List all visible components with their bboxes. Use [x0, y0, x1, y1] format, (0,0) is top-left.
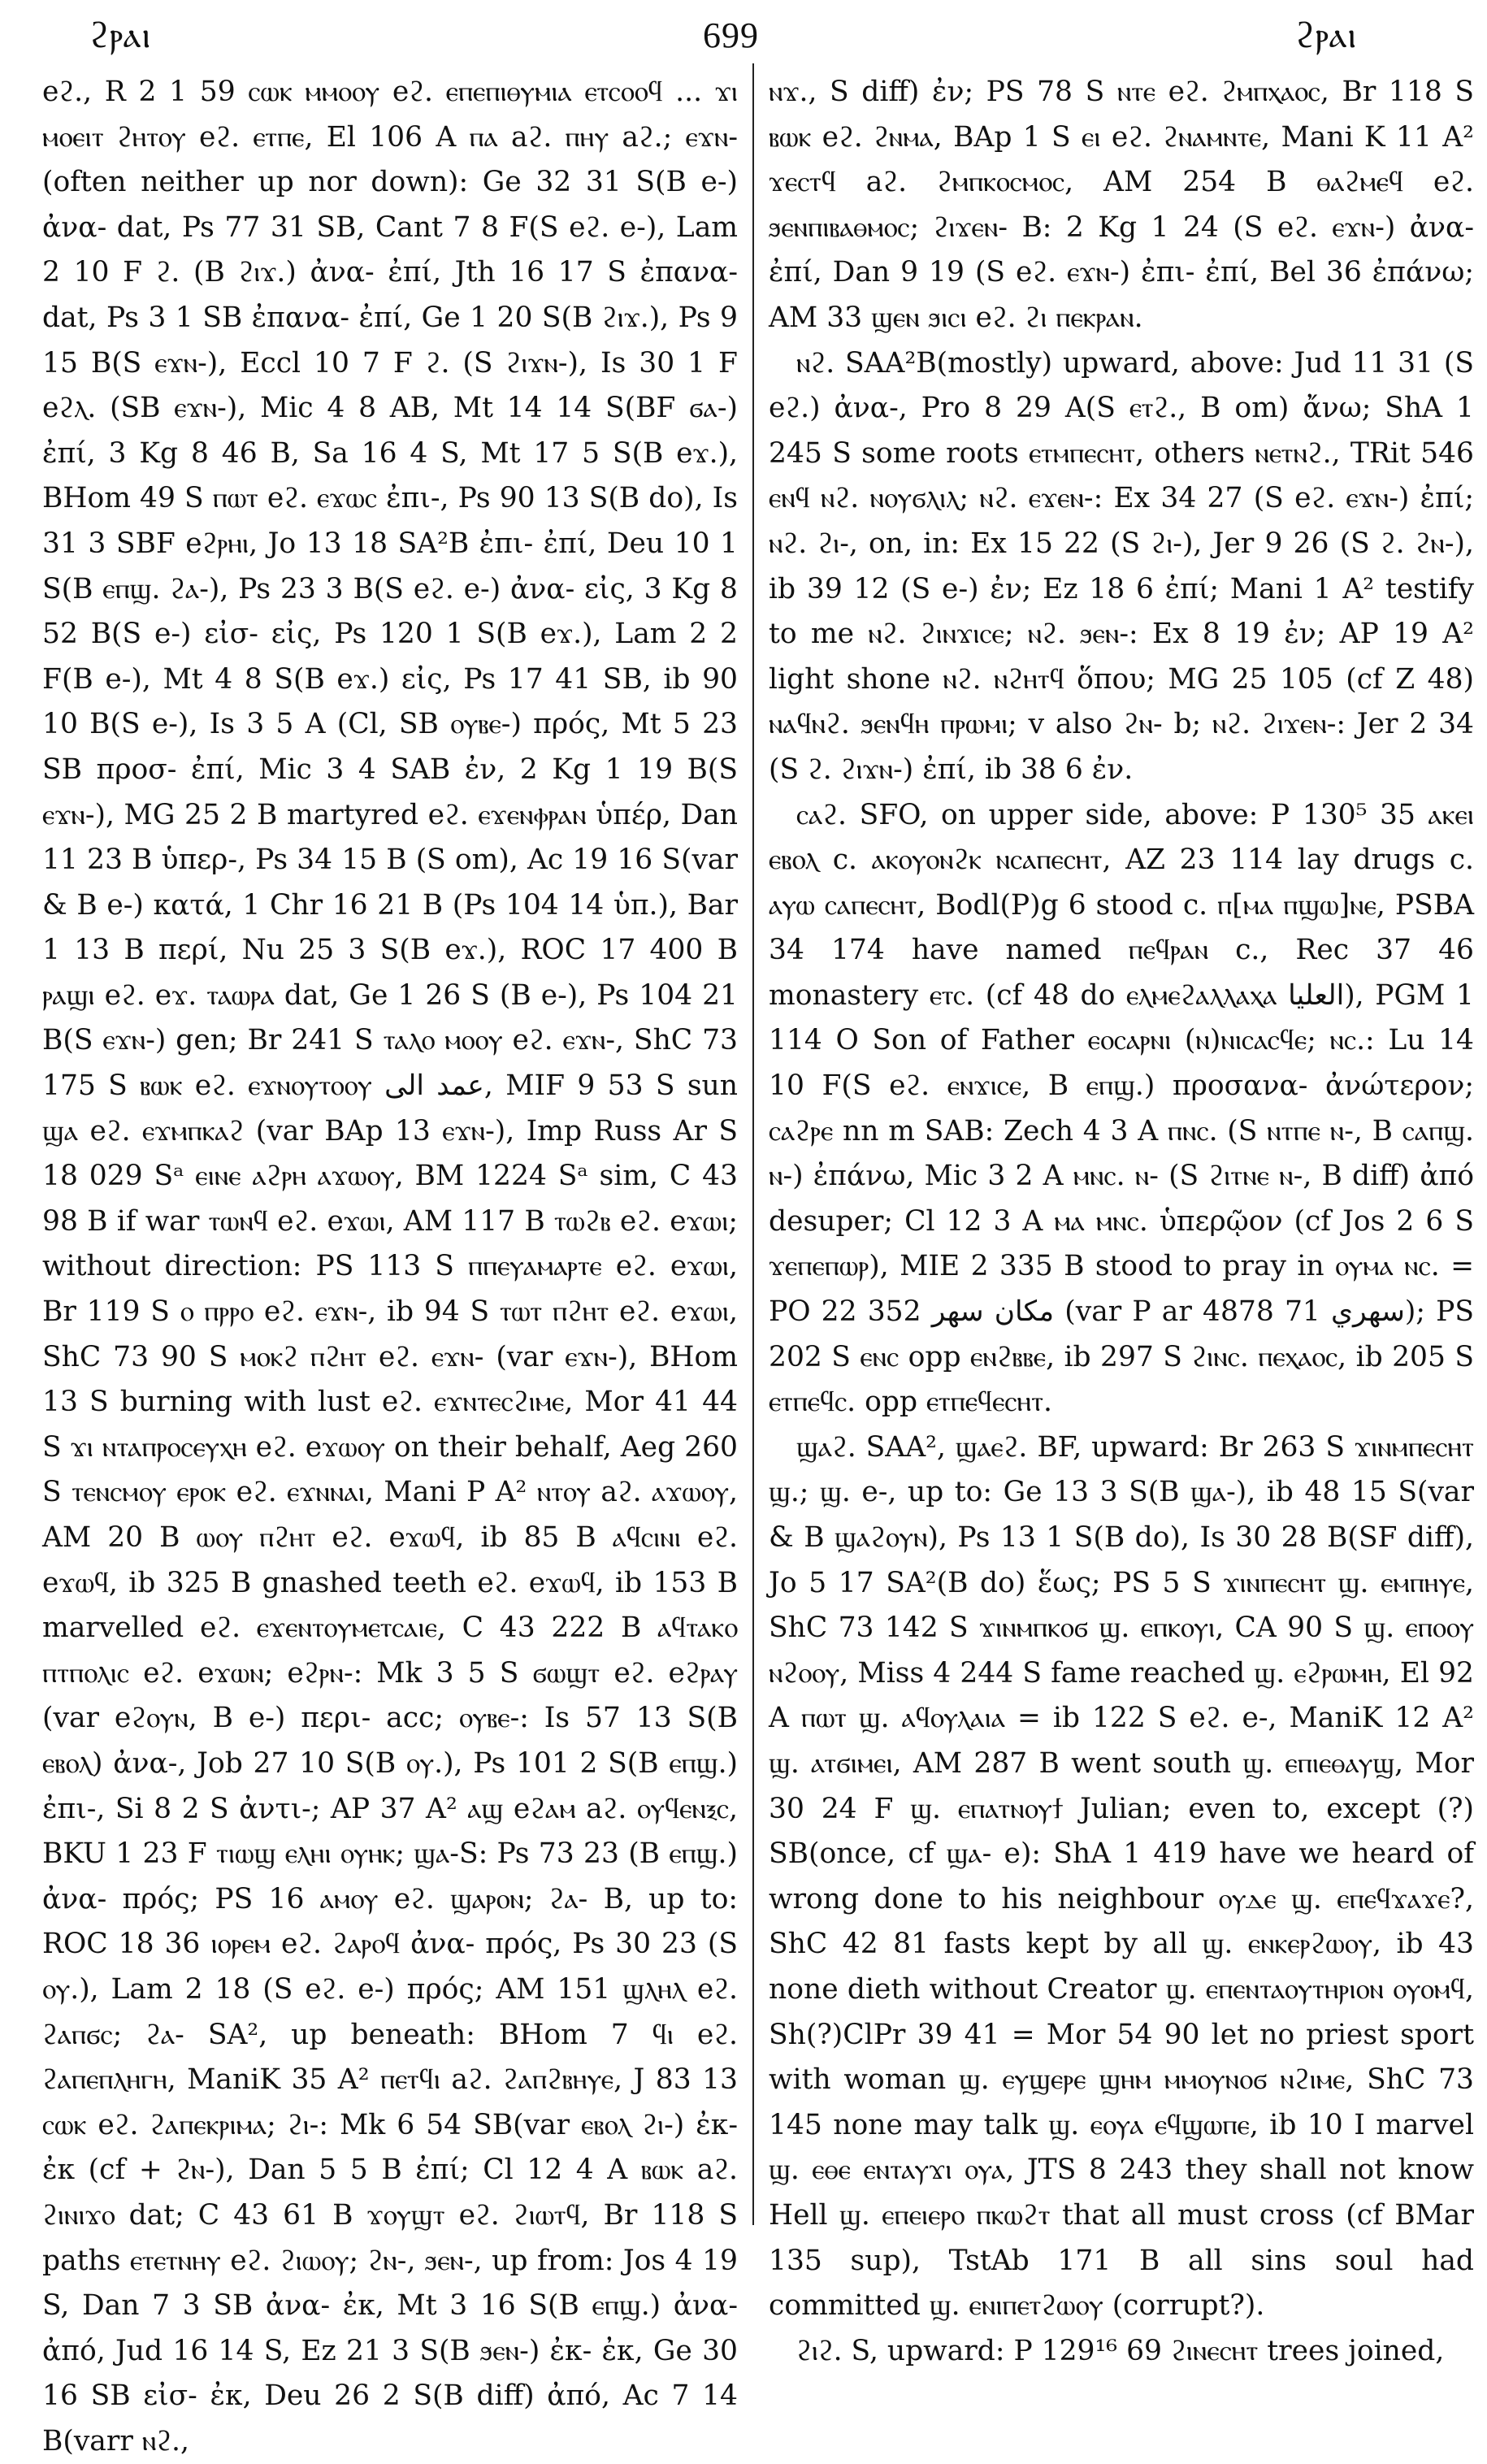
right-column [769, 70, 1474, 2374]
entry-paragraph: ϣⲁϩ. SAA², ϣⲁⲉϩ. BF, upward: Br 263 S ϫⲓⲛⲙⲡⲉⲥⲏⲧ ϣ.; ϣ. e-, up to: Ge 13 3 S(B ϣⲁ-), ib 48 15 S(var & B ϣⲁϩⲟⲩⲛ), Ps 13 1 S(B do), Is 30 28 B(SF diff), Jo 5 17 SA²(B do) ἕως; PS 5 S ϫⲓⲛⲡⲉⲥⲏⲧ ϣ. ⲉⲙⲡⲏⲩⲉ, ShC 73 142 S ϫⲓⲛⲙⲡⲕⲟϭ ϣ. ⲉⲡⲕⲟⲩⲓ, CA 90 S ϣ. ⲉⲡⲟⲟⲩ ⲛϩⲟⲟⲩ, Miss 4 244 S fame reached ϣ. ⲉϩⲣⲱⲙⲏ, El 92 A ⲡⲱⲧ ϣ. ⲁϥⲟⲩⲗⲁⲓⲁ = ib 122 S eϩ. e-, ManiK 12 A² ϣ. ⲁⲧϭⲓⲙⲉⲓ, AM 287 B went south ϣ. ⲉⲡⲓⲉⲑⲁⲩϣ, Mor 30 24 F ϣ. ⲉⲡⲁⲧⲛⲟⲩϯ Julian; even to, except (?) SB(once, cf ϣⲁ- e): ShA 1 419 have we heard of wrong done to his neighbour ⲟⲩⲇⲉ ϣ. ⲉⲡⲉϥϫⲁϫⲉ?, ShC 42 81 fasts kept by all ϣ. ⲉⲛⲕⲉⲣϩⲱⲟⲩ, ib 43 none dieth without Creator ϣ. ⲉⲡⲉⲛⲧⲁⲟⲩⲧⲏⲣⲓⲟⲛ ⲟⲩⲟⲙϥ, Sh(?)ClPr 39 41 = Mor 54 90 let no priest sport with woman ϣ. ⲉⲩϣⲉⲣⲉ ϣⲏⲙ ⲙⲙⲟⲩⲛⲟϭ ⲛϩⲓⲙⲉ, ShC 73 145 none may talk ϣ. ⲉⲟⲩⲁ ⲉϥϣⲱⲡⲉ, ib 10 I marvel ϣ. ⲉⲑⲉ ⲉⲛⲧⲁⲩϫⲓ ⲟⲩⲁ, JTS 8 243 they shall not know Hell ϣ. ⲉⲡⲉⲓⲉⲣⲟ ⲡⲕⲱϩⲧ that all must cross (cf BMar 135 sup), TstAb 171 B all sins soul had committed ϣ. ⲉⲛⲓⲡⲉⲧϩⲱⲟⲩ (corrupt?). [769, 1430, 1474, 2323]
page-number: 699 [703, 15, 759, 55]
column-divider [752, 63, 754, 2225]
running-header [0, 15, 1487, 72]
headword-right: ϩⲣⲁⲓ [1294, 15, 1357, 56]
entry-paragraph: ⲛϩ. SAA²B(mostly) upward, above: Jud 11 31 (S eϩ.) ἀνα-, Pro 8 29 A(S ⲉⲧϩ., B om) ἄνω; ShA 1 245 S some roots ⲉⲧⲙⲡⲉⲥⲏⲧ, others ⲛⲉⲧⲛϩ., TRit 546 ⲉⲛϥ ⲛϩ. ⲛⲟⲩϭⲗⲓⲗ; ⲛϩ. ⲉϫⲉⲛ-: Ex 34 27 (S eϩ. ⲉϫⲛ-) ἐπί; ⲛϩ. ϩⲓ-, on, in: Ex 15 22 (S ϩⲓ-), Jer 9 26 (S ϩ. ϩⲛ-), ib 39 12 (S e-) ἐν; Ez 18 6 ἐπί; Mani 1 A² testify to me ⲛϩ. ϩⲓⲛϫⲓⲥⲉ; ⲛϩ. ϧⲉⲛ-: Ex 8 19 ἐν; AP 19 A² light shone ⲛϩ. ⲛϩⲏⲧϥ ὅπου; MG 25 105 (cf Z 48) ⲛⲁϥⲛϩ. ϧⲉⲛϥⲏ ⲡⲣⲱⲙⲓ; v also ϩⲛ- b; ⲛϩ. ϩⲓϫⲉⲛ-: Jer 2 34 (S ϩ. ϩⲓϫⲛ-) ἐπί, ib 38 6 ἐν. [769, 346, 1474, 786]
entry-paragraph: ϩⲓϩ. S, upward: P 129¹⁶ 69 ϩⲓⲛⲉⲥⲏⲧ trees joined, [796, 2334, 1445, 2367]
headword-left: ϩⲣⲁⲓ [89, 15, 152, 56]
entry-paragraph: ⲛϫ., S diff) ἐν; PS 78 S ⲛⲧⲉ eϩ. ϩⲙⲡⲭⲁⲟⲥ, Br 118 S ⲃⲱⲕ eϩ. ϩⲛⲙⲁ, BAp 1 S ⲉⲓ eϩ. ϩⲛⲁⲙⲛⲧⲉ, Mani K 11 A² ϫⲉⲥⲧϥ aϩ. ϩⲙⲡⲕⲟⲥⲙⲟⲥ, AM 254 B ⲑⲁϩⲙⲉϥ eϩ. ϧⲉⲛⲡⲓⲃⲁⲑⲙⲟⲥ; ϩⲓϫⲉⲛ- B: 2 Kg 1 24 (S eϩ. ⲉϫⲛ-) ἀνα- ἐπί, Dan 9 19 (S eϩ. ⲉϫⲛ-) ἐπι- ἐπί, Bel 36 ἐπάνω; AM 33 ϣⲉⲛ ϧⲓⲥⲓ eϩ. ϩⲓ ⲡⲉⲕⲣⲁⲛ. [769, 76, 1474, 334]
entry-paragraph: eϩ., R 2 1 59 ⲥⲱⲕ ⲙⲙⲟⲟⲩ eϩ. ⲉⲡⲉⲡⲓⲑⲩⲙⲓⲁ ⲉⲧⲥⲟⲟϥ ... ϫⲓ ⲙⲟⲉⲓⲧ ϩⲏⲧⲟⲩ eϩ. ⲉⲧⲡⲉ, El 106 A ⲡⲁ aϩ. ⲡⲏⲩ aϩ.; ⲉϫⲛ- (often neither up nor down): Ge 32 31 S(B e-) ἀνα- dat, Ps 77 31 SB, Cant 7 8 F(S eϩ. e-), Lam 2 10 F ϩ. (B ϩⲓϫ.) ἀνα- ἐπί, Jth 16 17 S ἐπανα- dat, Ps 3 1 SB ἐπανα- ἐπί, Ge 1 20 S(B ϩⲓϫ.), Ps 9 15 B(S ⲉϫⲛ-), Eccl 10 7 F ϩ. (S ϩⲓϫⲛ-), Is 30 1 F eϩⲗ. (SB ⲉϫⲛ-), Mic 4 8 AB, Mt 14 14 S(BF ϭⲁ-) ἐπί, 3 Kg 8 46 B, Sa 16 4 S, Mt 17 5 S(B eϫ.), BHom 49 S ⲡⲱⲧ eϩ. ⲉϫⲱⲥ ἐπι-, Ps 90 13 S(B do), Is 31 3 SBF eϩⲣⲏⲓ, Jo 13 18 SA²B ἐπι- ἐπί, Deu 10 1 S(B ⲉⲡϣ. ϩⲁ-), Ps 23 3 B(S eϩ. e-) ἀνα- εἰς, 3 Kg 8 52 B(S e-) εἰσ- εἰς, Ps 120 1 S(B eϫ.), Lam 2 2 F(B e-), Mt 4 8 S(B eϫ.) εἰς, Ps 17 41 SB, ib 90 10 B(S e-), Is 3 5 A (Cl, SB ⲟⲩⲃⲉ-) πρός, Mt 5 23 SB προσ- ἐπί, Mic 3 4 SAB ἐν, 2 Kg 1 19 B(S ⲉϫⲛ-), MG 25 2 B martyred eϩ. ⲉϫⲉⲛⲫⲣⲁⲛ ὑπέρ, Dan 11 23 B ὑπερ-, Ps 34 15 B (S om), Ac 19 16 S(var & B e-) κατά, 1 Chr 16 21 B (Ps 104 14 ὑπ.), Bar 1 13 B περί, Nu 25 3 S(B eϫ.), ROC 17 400 B ⲣⲁϣⲓ eϩ. eϫ. ⲧⲁⲱⲣⲁ dat, Ge 1 26 S (B e-), Ps 104 21 B(S ⲉϫⲛ-) gen; Br 241 S ⲧⲁⲗⲟ ⲙⲟⲟⲩ eϩ. ⲉϫⲛ-, ShC 73 175 S ⲃⲱⲕ eϩ. ⲉϫⲛⲟⲩⲧⲟⲟⲩ عمد الى, MIF 9 53 S sun ϣⲁ eϩ. ⲉϫⲙⲡⲕⲁϩ (var BAp 13 ⲉϫⲛ-), Imp Russ Ar S 18 029 Sᵃ ⲉⲓⲛⲉ ⲁϩⲣⲏ ⲁϫⲱⲟⲩ, BM 1224 Sᵃ sim, C 43 98 B if war ⲧⲱⲛϥ eϩ. eϫⲱⲓ, AM 117 B ⲧⲱϩⲃ eϩ. eϫⲱⲓ; without direction: PS 113 S ⲡⲡⲉⲩⲁⲙⲁⲣⲧⲉ eϩ. eϫⲱⲓ, Br 119 S ⲟ ⲡⲣⲣⲟ eϩ. ⲉϫⲛ-, ib 94 S ⲧⲱⲧ ⲡϩⲏⲧ eϩ. eϫⲱⲓ, ShC 73 90 S ⲙⲟⲕϩ ⲡϩⲏⲧ eϩ. ⲉϫⲛ- (var ⲉϫⲛ-), BHom 13 S burning with lust eϩ. ⲉϫⲛⲧⲉⲥϩⲓⲙⲉ, Mor 41 44 S ϫⲓ ⲛⲧⲁⲡⲣⲟⲥⲉⲩⲭⲏ eϩ. eϫⲱⲟⲩ on their behalf, Aeg 260 S ⲧⲉⲛⲥⲙⲟⲩ ⲉⲣⲟⲕ eϩ. ⲉϫⲛⲛⲁⲓ, Mani P A² ⲛⲧⲟⲩ aϩ. ⲁϫⲱⲟⲩ, AM 20 B ⲱⲟⲩ ⲡϩⲏⲧ eϩ. eϫⲱϥ, ib 85 B ⲁϥⲥⲓⲛⲓ eϩ. eϫⲱϥ, ib 325 B gnashed teeth eϩ. eϫⲱϥ, ib 153 B marvelled eϩ. ⲉϫⲉⲛⲧⲟⲩⲙⲉⲧⲥⲁⲓⲉ, C 43 222 B ⲁϥⲧⲁⲕⲟ ⲡⲧⲡⲟⲗⲓⲥ eϩ. eϫⲱⲛ; eϩⲣⲛ-: Mk 3 5 S ϭⲱϣⲧ eϩ. eϩⲣⲁⲩ (var eϩⲟⲩⲛ, B e-) περι- acc; ⲟⲩⲃⲉ-: Is 57 13 S(B ⲉⲃⲟⲗ) ἀνα-, Job 27 10 S(B ⲟⲩ.), Ps 101 2 S(B ⲉⲡϣ.) ἐπι-, Si 8 2 S ἀντι-; AP 37 A² ⲁϣ eϩⲁⲙ aϩ. ⲟⲩϥⲉⲛⲝⲥ, BKU 1 23 F ⲧⲓⲱϣ ⲉⲗⲏⲓ ⲟⲩⲏⲕ; ϣⲁ-S: Ps 73 23 (B ⲉⲡϣ.) ἀνα- πρός; PS 16 ⲁⲙⲟⲩ eϩ. ϣⲁⲣⲟⲛ; ϩⲁ- B, up to: ROC 18 36 ⲓⲟⲣⲉⲙ eϩ. ϩⲁⲣⲟϥ ἀνα- πρός, Ps 30 23 (S ⲟⲩ.), Lam 2 18 (S eϩ. e-) πρός; AM 151 ϣⲗⲏⲗ eϩ. ϩⲁⲡϭⲥ; ϩⲁ- SA², up beneath: BHom 7 ϥⲓ eϩ. ϩⲁⲡⲉⲡⲗⲏⲅⲏ, ManiK 35 A² ⲡⲉⲧϥⲓ aϩ. ϩⲁⲡϩⲃⲏⲩⲉ, J 83 13 ⲥⲱⲕ eϩ. ϩⲁⲡⲉⲕⲣⲓⲙⲁ; ϩⲓ-: Mk 6 54 SB(var ⲉⲃⲟⲗ ϩⲓ-) ἐκ- ἐκ (cf + ϩⲛ-), Dan 5 5 B ἐπί; Cl 12 4 A ⲃⲱⲕ aϩ. ϩⲓⲛⲓϫⲟ dat; C 43 61 B ϫⲟⲩϣⲧ eϩ. ϩⲓⲱⲧϥ, Br 118 S paths ⲉⲧⲉⲧⲛⲏⲩ eϩ. ϩⲓⲱⲟⲩ; ϩⲛ-, ϧⲉⲛ-, up from: Jos 4 19 S, Dan 7 3 SB ἀνα- ἐκ, Mt 3 16 S(B ⲉⲡϣ.) ἀνα- ἀπό, Jud 16 14 S, Ez 21 3 S(B ϧⲉⲛ-) ἐκ- ἐκ, Ge 30 16 SB εἰσ- ἐκ, Deu 26 2 S(B diff) ἀπό, Ac 7 14 B(varr ⲛϩ., [42, 76, 739, 2457]
left-column [42, 70, 738, 2464]
entry-paragraph: ⲥⲁϩ. SFO, on upper side, above: P 130⁵ 35 ⲁⲕⲉⲓ ⲉⲃⲟⲗ c. ⲁⲕⲟⲩⲟⲛϩⲕ ⲛⲥⲁⲡⲉⲥⲏⲧ, AZ 23 114 lay drugs c. ⲁⲩⲱ ⲥⲁⲡⲉⲥⲏⲧ, Bodl(P)g 6 stood c. ⲡ[ⲙⲁ ⲡϣⲱ]ⲛⲉ, PSBA 34 174 have named ⲡⲉϥⲣⲁⲛ c., Rec 37 46 monastery ⲉⲧⲥ. (cf 48 do ⲉⲗⲙⲉϩⲁⲗⲗⲁⲭⲁ العليا), PGM 1 114 O Son of Father ⲉⲟⲥⲁⲣⲛⲓ (ⲛ)ⲛⲓⲥⲁⲥϥⲉ; ⲛⲥ.: Lu 14 10 F(S eϩ. ⲉⲛϫⲓⲥⲉ, B ⲉⲡϣ.) προσανα- ἀνώτερον; ⲥⲁϩⲣⲉ nn m SAB: Zech 4 3 A ⲡⲛⲥ. (S ⲛⲧⲡⲉ ⲛ-, B ⲥⲁⲡϣ. ⲛ-) ἐπάνω, Mic 3 2 A ⲙⲛⲥ. ⲛ- (S ϩⲓⲧⲛⲉ ⲛ-, B diff) ἀπό desuper; Cl 12 3 A ⲙⲁ ⲙⲛⲥ. ὑπερῷον (cf Jos 2 6 S ϫⲉⲡⲉⲡⲱⲣ), MIE 2 335 B stood to pray in ⲟⲩⲙⲁ ⲛⲥ. = PO 22 352 مكان سهر (var P ar 4878 71 سهري); PS 202 S ⲉⲛⲥ opp ⲉⲛϩⲃⲃⲉ, ib 297 S ϩⲓⲛⲥ. ⲡⲉⲭⲁⲟⲥ, ib 205 S ⲉⲧⲡⲉϥⲥ. opp ⲉⲧⲡⲉϥⲉⲥⲏⲧ. [769, 798, 1474, 1419]
